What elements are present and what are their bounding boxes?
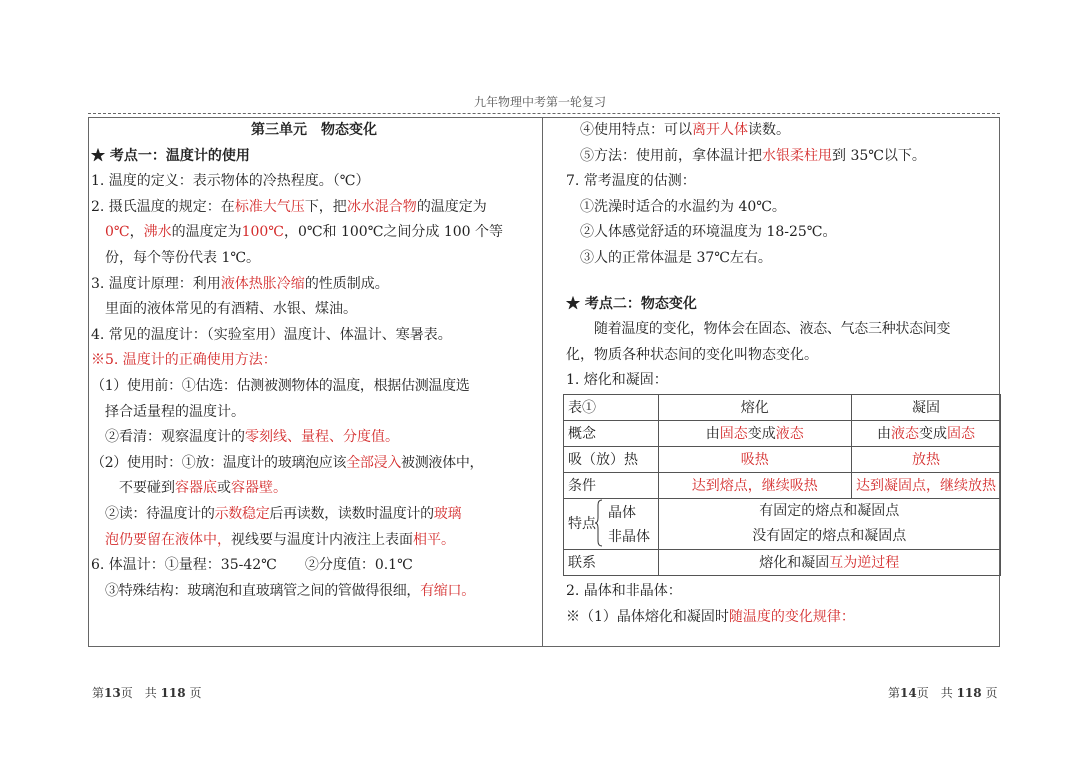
item7-2: ②人体感觉舒适的环境温度为 18-25℃。 (580, 224, 837, 241)
unit-title: 第三单元 物态变化 (251, 122, 377, 138)
sub1-title: 1. 熔化和凝固： (566, 372, 668, 389)
table-cell: 由液态变成固态 (852, 420, 1001, 446)
highlight: 冰水混合物 (346, 198, 417, 215)
table-cell: 吸（放）热 (564, 446, 659, 472)
header-rule (88, 113, 1000, 114)
item3-line2: 里面的液体常见的有酒精、水银、煤油。 (105, 301, 357, 318)
noncrystal-label: 非晶体 (608, 528, 650, 545)
r1-line: ④使用特点：可以离开人体读数。 (580, 122, 790, 138)
crystal-label: 晶体 (608, 504, 636, 521)
item5-2-line3: ②读：待温度计的示数稳定后再读数，读数时温度计的玻璃 (105, 505, 462, 522)
item6-line2: ③特殊结构：玻璃泡和直玻璃管之间的管做得很细，有缩口。 (105, 582, 475, 599)
table-row (564, 394, 1001, 420)
page-footer-right: 第14页 共 118 页 (888, 686, 998, 700)
crystal-desc: 有固定的熔点和凝固点 (759, 502, 900, 519)
melt-solidify-table (563, 394, 1001, 576)
table-cell: 放热 (852, 446, 1001, 472)
item5-2-line2: 不要碰到容器底或容器壁。 (119, 480, 287, 497)
item2-line1: 2. 摄氏温度的规定：在标准大气压下，把冰水混合物的温度定为 (91, 198, 487, 215)
table-cell: 由固态变成液态 (658, 420, 851, 446)
item2-line2: 0℃，沸水的温度定为100℃，0℃和 100℃之间分成 100 个等 (105, 224, 503, 241)
item7-1: ①洗澡时适合的水温约为 40℃。 (580, 198, 786, 215)
right-column (566, 118, 998, 630)
item1-line: 1. 温度的定义：表示物体的冷热程度。（℃） (91, 173, 370, 190)
para-line2: 化，物质各种状态间的变化叫物态变化。 (566, 346, 818, 363)
table-cell: 达到熔点，继续吸热 (658, 472, 851, 498)
item2-line3: 份，每个等份代表 1℃。 (105, 249, 261, 266)
item6-line1: 6. 体温计：①量程：35-42℃ ②分度值：0.1℃ (91, 557, 413, 574)
page-footer-left: 第13页 共 118 页 (92, 686, 202, 700)
table-header-solid: 凝固 (852, 394, 1001, 420)
table-header-melt: 熔化 (658, 394, 851, 420)
point1-title: ★ 考点一：温度计的使用 (91, 147, 250, 164)
item5-1-line3: ②看清：观察温度计的零刻线、量程、分度值。 (105, 429, 399, 446)
table-cell: 熔化和凝固互为逆过程 (658, 549, 1000, 575)
noncrystal-desc: 没有固定的熔点和凝固点 (752, 527, 907, 544)
table-row (564, 420, 1001, 446)
column-divider (542, 117, 543, 647)
highlight: 标准大气压 (234, 198, 305, 215)
left-column (91, 118, 537, 604)
r2-line: ⑤方法：使用前，拿体温计把水银柔柱甩到 35℃以下。 (580, 147, 926, 164)
table-cell: 条件 (564, 472, 659, 498)
para-line1: 随着温度的变化，物体会在固态、液态、气态三种状态间变 (594, 321, 951, 338)
table-row (564, 549, 1001, 575)
item5-2-line1: （2）使用时：①放：温度计的玻璃泡应该全部浸入被测液体中， (91, 454, 484, 471)
table-cell: 达到凝固点，继续放热 (852, 472, 1001, 498)
item5-title: ※5. 温度计的正确使用方法： (91, 352, 277, 369)
table-header-label: 表① (564, 394, 659, 420)
table-row (564, 472, 1001, 498)
page-header: 九年物理中考第一轮复习 (473, 95, 606, 109)
feature-label: 特点 (568, 515, 596, 532)
item4-line: 4. 常见的温度计：（实验室用）温度计、体温计、寒暑表。 (91, 326, 452, 343)
item7-3: ③人的正常体温是 37℃左右。 (580, 249, 772, 266)
item3-line1: 3. 温度计原理：利用液体热胀冷缩的性质制成。 (91, 275, 389, 292)
table-row (564, 498, 1001, 549)
table-cell (658, 498, 1000, 549)
item5-1-line2: 择合适量程的温度计。 (105, 403, 245, 420)
point2-title: ★ 考点二：物态变化 (566, 295, 697, 312)
item7-title: 7. 常考温度的估测： (566, 173, 696, 190)
table-cell: 联系 (564, 549, 659, 575)
item5-1-line1: （1）使用前：①估选：估测被测物体的温度，根据估测温度选 (91, 377, 470, 394)
brace-icon (595, 499, 603, 547)
sub3-line: ※（1）晶体熔化和凝固时随温度的变化规律： (566, 608, 855, 625)
table-cell: 概念 (564, 420, 659, 446)
table-cell (564, 498, 659, 549)
sub2-title: 2. 晶体和非晶体： (566, 582, 682, 599)
item5-2-line4: 泡仍要留在液体中，视线要与温度计内液注上表面相平。 (105, 531, 455, 548)
table-cell: 吸热 (658, 446, 851, 472)
table-row (564, 446, 1001, 472)
